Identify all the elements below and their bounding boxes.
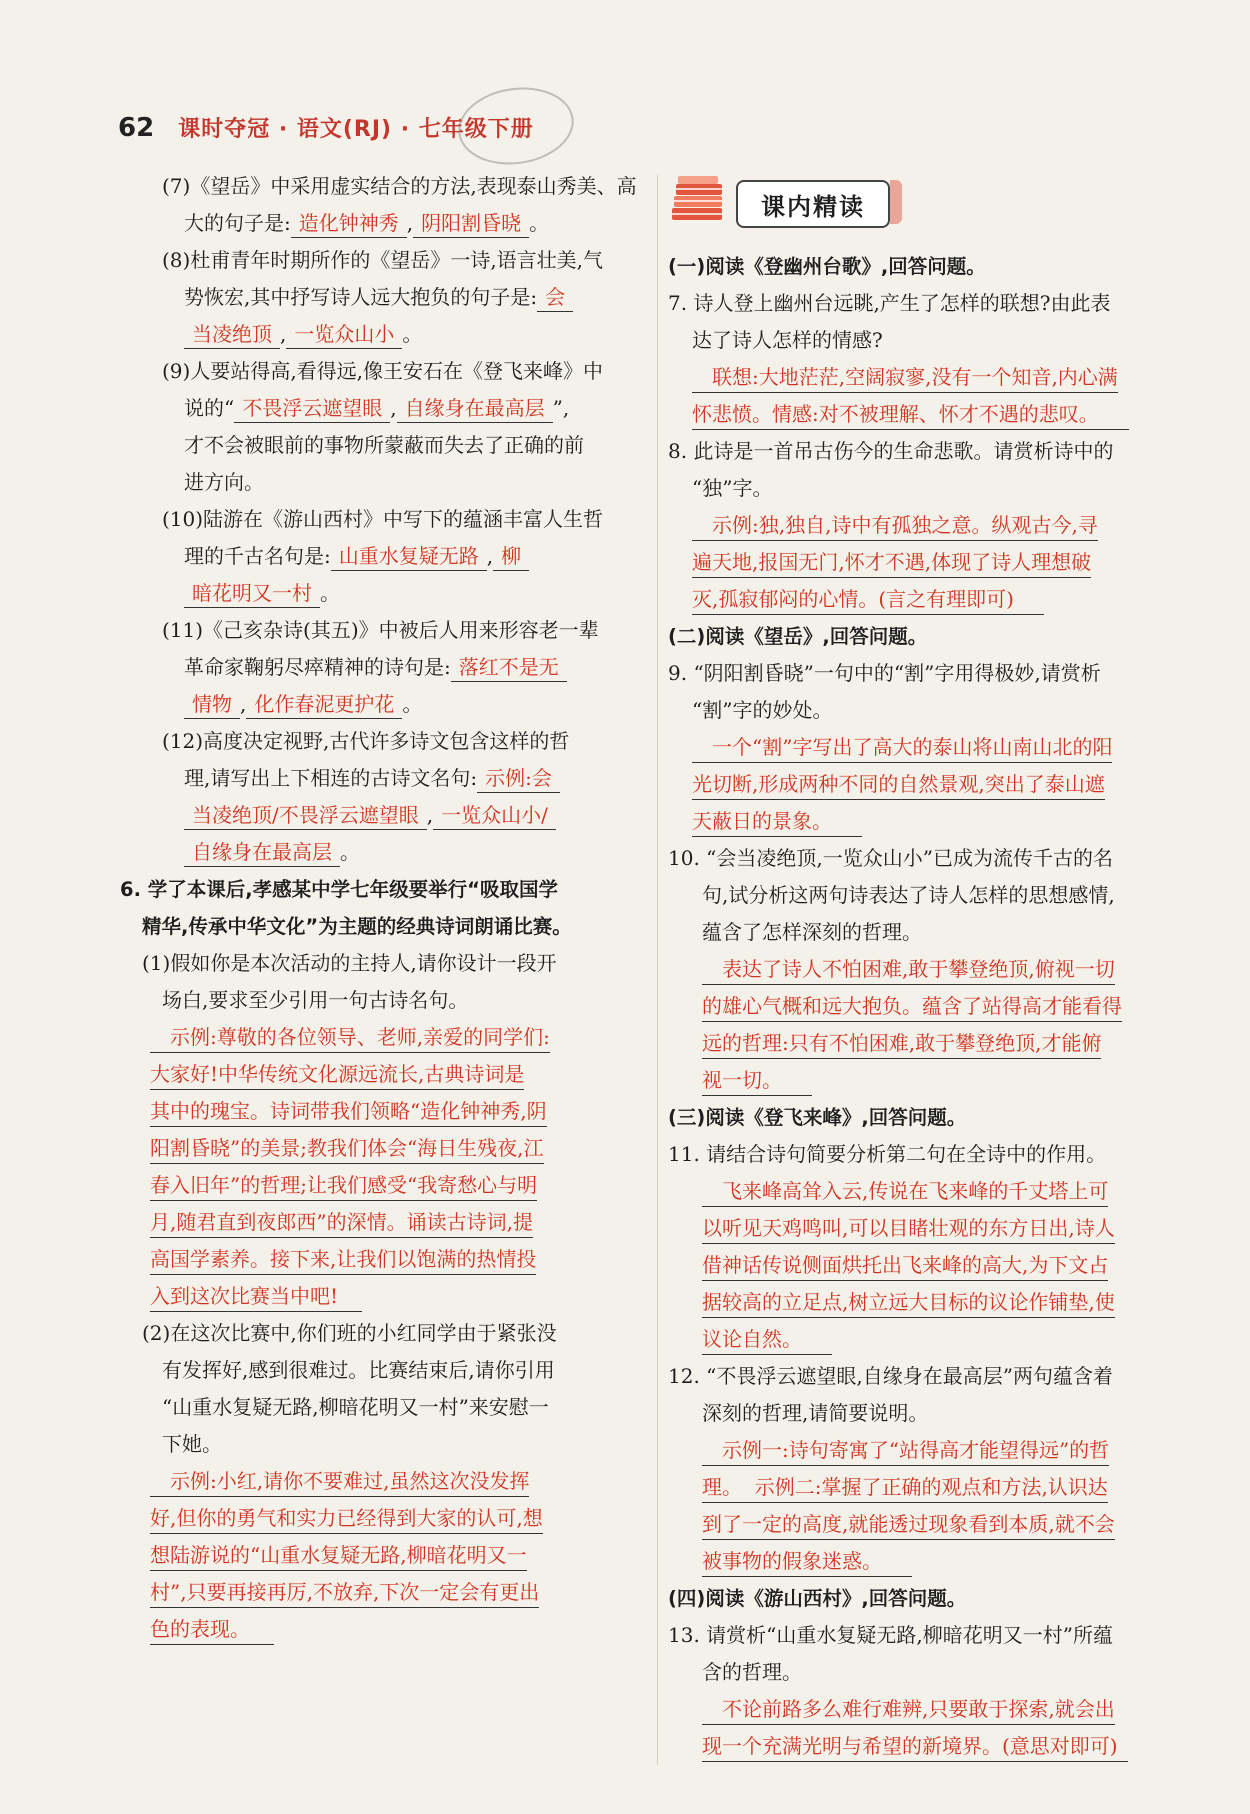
section-3-heading: (三)阅读《登飞来峰》,回答问题。 — [668, 1106, 967, 1129]
q11-line2: 革命家鞠躬尽瘁精神的诗句是: 落红不是无 — [120, 649, 640, 686]
q6-p2-line4: 下她。 — [162, 1432, 222, 1456]
answer-line: 高国学素养。接下来,让我们以饱满的热情投 — [150, 1245, 536, 1275]
answer-line: 月,随君直到夜郎西”的深情。诵读古诗词,提 — [150, 1208, 533, 1238]
q10-answer2-part2: 暗花明又一村 — [184, 579, 320, 608]
rq13-answer — [668, 1691, 1188, 1765]
q6-p1-answer — [120, 1019, 640, 1315]
section-banner — [668, 168, 1188, 238]
answer-line: 其中的瑰宝。诗词带我们领略“造化钟神秀,阴 — [150, 1097, 547, 1127]
rq9-line1: 9. “阴阳割昏晓”一句中的“割”字用得极妙,请赏析 — [668, 661, 1101, 685]
answer-line: 春入旧年”的哲理;让我们感受“我寄愁心与明 — [150, 1171, 537, 1201]
section-1-heading: (一)阅读《登幽州台歌》,回答问题。 — [668, 255, 986, 278]
answer-line: 遍天地,报国无门,怀才不遇,体现了诗人理想破 — [692, 548, 1091, 578]
q9-line2: 说的“ 不畏浮云遮望眼 , 自缘身在最高层 ”, — [120, 390, 640, 427]
rq11-answer — [668, 1173, 1188, 1358]
answer-line: 示例:小红,请你不要难过,虽然这次没发挥 — [150, 1467, 529, 1497]
q12-line3: 当凌绝顶/不畏浮云遮望眼 , 一览众山小/ — [120, 797, 640, 834]
rq8-line2: “独”字。 — [692, 476, 773, 500]
rq10-answer — [668, 951, 1188, 1099]
answer-line: 理。 示例二:掌握了正确的观点和方法,认识达 — [702, 1473, 1108, 1503]
stamp-mark — [453, 80, 578, 171]
answer-line: 示例一:诗句寄寓了“站得高才能望得远”的哲 — [702, 1436, 1109, 1466]
column-divider — [657, 175, 658, 1765]
q8-answer2: 一览众山小 — [286, 320, 402, 349]
q6-line2: 精华,传承中华文化”为主题的经典诗词朗诵比赛。 — [142, 915, 572, 938]
answer-line: 示例:尊敬的各位领导、老师,亲爱的同学们: — [150, 1023, 550, 1053]
answer-line: 飞来峰高耸入云,传说在飞来峰的千丈塔上可 — [702, 1177, 1108, 1207]
answer-line: 入到这次比赛当中吧! — [150, 1282, 362, 1312]
q7-line2: 大的句子是: 造化钟神秀 , 阴阳割昏晓 。 — [120, 205, 640, 242]
answer-line: 村”,只要再接再厉,不放弃,下次一定会有更出 — [150, 1578, 539, 1608]
q6-p2-line1: (2)在这次比赛中,你们班的小红同学由于紧张没 — [142, 1321, 557, 1345]
answer-line: 阳割昏晓”的美景;教我们体会“海日生残夜,江 — [150, 1134, 544, 1164]
rq7-line1: 7. 诗人登上幽州台远眺,产生了怎样的联想?由此表 — [668, 291, 1111, 315]
q8-answer1-part1: 会 — [537, 283, 573, 312]
left-column — [120, 168, 640, 1648]
section-4-heading: (四)阅读《游山西村》,回答问题。 — [668, 1587, 967, 1610]
rq12-line2: 深刻的哲理,请简要说明。 — [702, 1401, 929, 1425]
q9-answer1: 不畏浮云遮望眼 — [234, 394, 390, 423]
answer-line: 表达了诗人不怕困难,敢于攀登绝顶,俯视一切 — [702, 955, 1115, 985]
rq9-line2: “割”字的妙处。 — [692, 698, 833, 722]
q12-line1: (12)高度决定视野,古代许多诗文包含这样的哲 — [162, 729, 570, 753]
answer-line: 示例:独,独自,诗中有孤独之意。纵观古今,寻 — [692, 511, 1098, 541]
q12-answer2-part1: 一览众山小/ — [433, 801, 556, 830]
rq9-answer — [668, 729, 1188, 840]
q12-line4: 自缘身在最高层 。 — [120, 834, 640, 871]
q11-answer1-part2: 情物 — [184, 690, 240, 719]
q10-answer2-part1: 柳 — [493, 542, 529, 571]
answer-line: 视一切。 — [702, 1066, 812, 1096]
q8-line1: (8)杜甫青年时期所作的《望岳》一诗,语言壮美,气 — [162, 248, 604, 272]
q8-line2: 势恢宏,其中抒写诗人远大抱负的句子是: 会 — [120, 279, 640, 316]
answer-line: 好,但你的勇气和实力已经得到大家的认可,想 — [150, 1504, 543, 1534]
book-title: 课时夺冠 · 语文(RJ) · 七年级下册 — [178, 117, 534, 142]
answer-line: 想陆游说的“山重水复疑无路,柳暗花明又一 — [150, 1541, 527, 1571]
q11-line3: 情物 , 化作春泥更护花 。 — [120, 686, 640, 723]
q9-line3: 才不会被眼前的事物所蒙蔽而失去了正确的前 — [184, 433, 584, 457]
q10-line1: (10)陆游在《游山西村》中写下的蕴涵丰富人生哲 — [162, 507, 604, 531]
q6-p2-answer — [120, 1463, 640, 1648]
q10-line3: 暗花明又一村 。 — [120, 575, 640, 612]
answer-line: 据较高的立足点,树立远大目标的议论作铺垫,使 — [702, 1288, 1115, 1318]
answer-line: 天蔽日的景象。 — [692, 807, 862, 837]
q11-answer2: 化作春泥更护花 — [246, 690, 402, 719]
answer-line: 借神话传说侧面烘托出飞来峰的高大,为下文占 — [702, 1251, 1108, 1281]
q7-line1: (7)《望岳》中采用虚实结合的方法,表现泰山秀美、高 — [162, 174, 637, 198]
right-column — [668, 168, 1188, 1765]
q12-answer2-part2: 自缘身在最高层 — [184, 838, 340, 867]
q11-line1: (11)《己亥杂诗(其五)》中被后人用来形容老一辈 — [162, 618, 599, 642]
q9-line4: 进方向。 — [184, 470, 264, 494]
answer-line: 以听见天鸡鸣叫,可以目睹壮观的东方日出,诗人 — [702, 1214, 1115, 1244]
q12-line2: 理,请写出上下相连的古诗文名句: 示例:会 — [120, 760, 640, 797]
answer-line: 到了一定的高度,就能透过现象看到本质,就不会 — [702, 1510, 1115, 1540]
answer-line: 一个“割”字写出了高大的泰山将山南山北的阳 — [692, 733, 1112, 763]
q10-answer1: 山重水复疑无路 — [331, 542, 487, 571]
rq10-line2: 句,试分析这两句诗表达了诗人怎样的思想感情, — [702, 883, 1115, 907]
q6-p1-line1: (1)假如你是本次活动的主持人,请你设计一段开 — [142, 951, 557, 975]
answer-line: 大家好!中华传统文化源远流长,古典诗词是 — [150, 1060, 524, 1090]
rq8-line1: 8. 此诗是一首吊古伤今的生命悲歌。请赏析诗中的 — [668, 439, 1114, 463]
page-number: 62 — [118, 113, 155, 143]
answer-line: 议论自然。 — [702, 1325, 832, 1355]
answer-line: 不论前路多么难行难辨,只要敢于探索,就会出 — [702, 1695, 1115, 1725]
section-2-heading: (二)阅读《望岳》,回答问题。 — [668, 625, 928, 648]
rq12-answer — [668, 1432, 1188, 1580]
answer-line: 怀悲愤。情感:对不被理解、怀才不遇的悲叹。 — [692, 400, 1129, 430]
rq13-line2: 含的哲理。 — [702, 1660, 802, 1684]
q6-p2-line2: 有发挥好,感到很难过。比赛结束后,请你引用 — [162, 1358, 555, 1382]
q7-answer2: 阴阳割昏晓 — [413, 209, 529, 238]
q6-p1-line2: 场白,要求至少引用一句古诗名句。 — [162, 988, 469, 1012]
rq11-line1: 11. 请结合诗句简要分析第二句在全诗中的作用。 — [668, 1142, 1107, 1166]
answer-line: 灭,孤寂郁闷的心情。(言之有理即可) — [692, 585, 1044, 615]
rq13-line1: 13. 请赏析“山重水复疑无路,柳暗花明又一村”所蕴 — [668, 1623, 1113, 1647]
q6-p2-line3: “山重水复疑无路,柳暗花明又一村”来安慰一 — [162, 1395, 549, 1419]
answer-line: 色的表现。 — [150, 1615, 274, 1645]
rq8-answer — [668, 507, 1188, 618]
answer-line: 的雄心气概和远大抱负。蕴含了站得高才能看得 — [702, 992, 1122, 1022]
rq10-line1: 10. “会当凌绝顶,一览众山小”已成为流传千古的名 — [668, 846, 1113, 870]
rq12-line1: 12. “不畏浮云遮望眼,自缘身在最高层”两句蕴含着 — [668, 1364, 1113, 1388]
answer-line: 联想:大地茫茫,空阔寂寥,没有一个知音,内心满 — [692, 363, 1118, 393]
q11-answer1-part1: 落红不是无 — [451, 653, 567, 682]
q8-line3: 当凌绝顶 , 一览众山小 。 — [120, 316, 640, 353]
answer-line: 被事物的假象迷惑。 — [702, 1547, 912, 1577]
rq7-answer — [668, 359, 1188, 433]
q7-answer1: 造化钟神秀 — [291, 209, 407, 238]
section-title: 课内精读 — [736, 180, 890, 228]
q10-line2: 理的千古名句是: 山重水复疑无路 , 柳 — [120, 538, 640, 575]
q8-answer1-part2: 当凌绝顶 — [184, 320, 280, 349]
q12-answer1-part1: 示例:会 — [477, 764, 560, 793]
rq7-line2: 达了诗人怎样的情感? — [692, 328, 883, 352]
rq10-line3: 蕴含了怎样深刻的哲理。 — [702, 920, 922, 944]
q9-answer2: 自缘身在最高层 — [397, 394, 553, 423]
books-icon — [668, 174, 728, 228]
q6-line1: 6. 学了本课后,孝感某中学七年级要举行“吸取国学 — [120, 878, 558, 901]
answer-line: 现一个充满光明与希望的新境界。(意思对即可) — [702, 1732, 1128, 1762]
answer-line: 远的哲理:只有不怕困难,敢于攀登绝顶,才能俯 — [702, 1029, 1101, 1059]
q9-line1: (9)人要站得高,看得远,像王安石在《登飞来峰》中 — [162, 359, 604, 383]
answer-line: 光切断,形成两种不同的自然景观,突出了泰山遮 — [692, 770, 1105, 800]
q12-answer1-part2: 当凌绝顶/不畏浮云遮望眼 — [184, 801, 427, 830]
